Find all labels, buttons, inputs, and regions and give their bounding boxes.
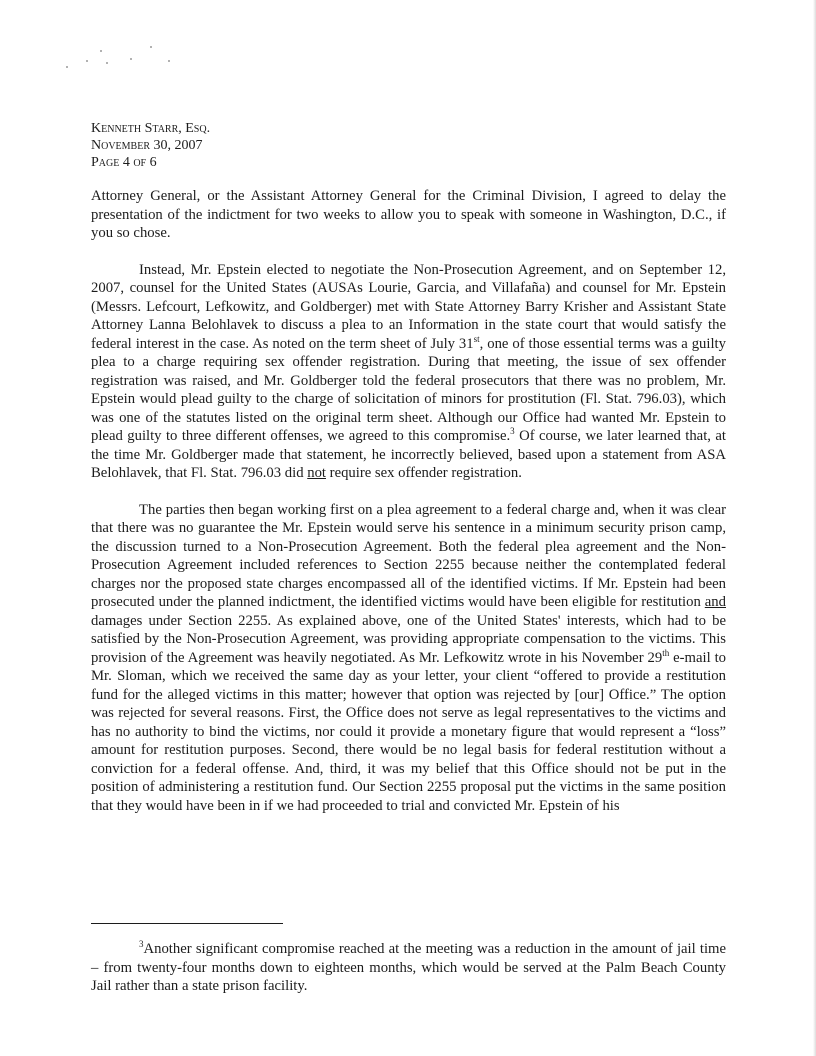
letter-date: November 30, 2007 [91, 138, 203, 153]
footnote-reference: 3 [510, 426, 515, 436]
paragraph-2-text-c: Of course, we later learned that, at the time Mr. Goldberger made that statement, he incorrectly believed, based upon a statement from ASA Belohlavek, that Fl. Stat. 796.03 did [91, 428, 726, 481]
paragraph-3 [91, 501, 726, 816]
letter-body [91, 187, 726, 833]
ordinal-superscript: st [473, 333, 480, 344]
footnote [91, 940, 726, 996]
page-number: Page 4 of 6 [91, 155, 157, 170]
paragraph-3-text-b: damages under Section 2255. As explained above, one of the United States' interests, which had to be satisfied by the Non-Prosecution Agreement, was providing appropriate compensation to the victims. This provision of the Agreement was heavily negotiated. As Mr. Lefkowitz wrote in his November 29 [91, 612, 726, 666]
letter-header [91, 120, 210, 171]
paragraph-3-text-c: e-mail to Mr. Sloman, which we received the same day as your letter, your client “offered to provide a restitution fund for the alleged victims in this matter; however that option was rejected by [our] Office.” The option was rejected for several reasons. First, the Office does not serve as legal representatives to the victims and has no authority to bind the victims, nor could it provide a monetary figure that would represent a “loss” amount for restitution purposes. Second, there would be no legal basis for federal restitution without a conviction for a federal offense. And, third, it was my belief that this Office should not be put in the position of administering a restitution fund. Our Section 2255 proposal put the victims in the same position that they would have been in if we had proceeded to trial and convicted Mr. Epstein of his [91, 649, 726, 814]
recipient-name: Kenneth Starr, Esq. [91, 121, 211, 136]
paragraph-2-text-b: , one of those essential terms was a guilty plea to a charge requiring sex offender registration. During that meeting, the issue of sex offender registration was raised, and Mr. Goldberger told the federal prosecutors that there was no problem, Mr. Epstein would plead guilty to the charge of solicitation of minors for prostitution (Fl. Stat. 796.03), which was one of the statutes listed on the original term sheet. Although our Office had wanted Mr. Epstein to plead guilty to three different offenses, we agreed to this compromise. [91, 335, 726, 444]
footnote-marker: 3 [139, 939, 144, 949]
footnote-divider [91, 923, 283, 924]
paragraph-1-text: Attorney General, or the Assistant Attorney General for the Criminal Division, I agreed to delay the presentation of the indictment for two weeks to allow you to speak with someone in Washington, D.C., if you so chose. [91, 188, 726, 241]
paragraph-2-text-a: Instead, Mr. Epstein elected to negotiate the Non-Prosecution Agreement, and on September 12, 2007, counsel for the United States (AUSAs Lourie, Garcia, and Villafaña) and counsel for Mr. Epstein (Messrs. Lefcourt, Lefkowitz, and Goldberger) met with State Attorney Barry Krisher and Assistant State Attorney Lanna Belohlavek to discuss a plea to an Information in the state court that would satisfy the federal interest in the case. As noted on the term sheet of July 31 [91, 261, 726, 352]
scan-specks [60, 38, 200, 78]
paragraph-2 [91, 261, 726, 483]
underlined-word: and [704, 594, 726, 610]
underlined-word: not [307, 465, 326, 481]
paragraph-1 [91, 187, 726, 243]
ordinal-superscript: th [662, 647, 670, 658]
paragraph-2-text-d: require sex offender registration. [326, 465, 522, 481]
paragraph-3-text-a: The parties then began working first on a plea agreement to a federal charge and, when it was clear that there was no guarantee the Mr. Epstein would serve his sentence in a minimum security prison camp, the discussion turned to a Non-Prosecution Agreement. Both the federal plea agreement and the Non-Prosecution Agreement included references to Section 2255 because neither the contemplated federal charges nor the proposed state charges encompassed all of the identified victims. If Mr. Epstein had been prosecuted under the planned indictment, the identified victims would have been eligible for restitution [91, 501, 726, 610]
footnote-text: Another significant compromise reached at the meeting was a reduction in the amount of jail time – from twenty-four months down to eighteen months, which would be served at the Palm Beach County Jail rather than a state prison facility. [91, 941, 726, 994]
